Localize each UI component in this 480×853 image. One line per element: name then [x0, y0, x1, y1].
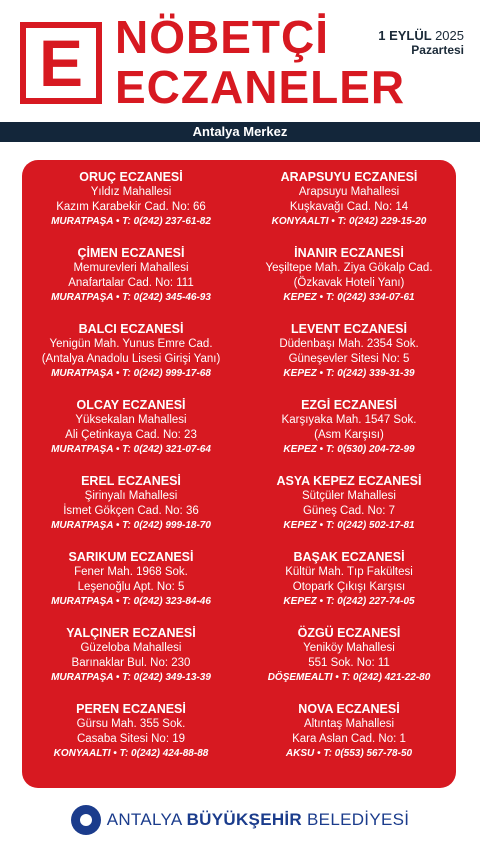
- pharmacy-contact: MURATPAŞA • T: 0(242) 999-18-70: [51, 520, 211, 531]
- pharmacy-address-line-1: Memurevleri Mahallesi: [73, 262, 189, 274]
- pharmacy-address-line-1: Fener Mah. 1968 Sok.: [74, 566, 188, 578]
- pharmacy-contact: KEPEZ • T: 0(242) 502-17-81: [283, 520, 415, 531]
- pharmacy-name: LEVENT ECZANESİ: [291, 322, 407, 336]
- pharmacy-address-line-1: Altıntaş Mahallesi: [303, 718, 395, 730]
- pharmacy-contact: KONYAALTI • T: 0(242) 229-15-20: [271, 216, 427, 227]
- pharmacy-name: ÇİMEN ECZANESİ: [77, 246, 185, 260]
- pharmacy-address-line-1: Güzeloba Mahallesi: [80, 642, 182, 654]
- pharmacy-name: NOVA ECZANESİ: [298, 702, 400, 716]
- org-part-3: BELEDİYESİ: [307, 810, 410, 829]
- pharmacy-address-line-2: Anafartalar Cad. No: 111: [68, 276, 194, 289]
- pharmacy-item: [244, 322, 454, 398]
- pharmacy-contact: MURATPAŞA • T: 0(242) 345-46-93: [51, 292, 211, 303]
- pharmacy-panel: [22, 160, 456, 788]
- pharmacy-address-line-2: Otopark Çıkışı Karşısı: [292, 580, 406, 593]
- pharmacy-item: [26, 702, 236, 778]
- pharmacy-name: BAŞAK ECZANESİ: [293, 550, 405, 564]
- pharmacy-column-right: [244, 170, 454, 778]
- pharmacy-contact: KEPEZ • T: 0(242) 339-31-39: [283, 368, 415, 379]
- pharmacy-name: İNANIR ECZANESİ: [294, 246, 404, 260]
- pharmacy-name: OLCAY ECZANESİ: [76, 398, 186, 412]
- pharmacy-address-line-2: 551 Sok. No: 11: [308, 656, 390, 669]
- pharmacy-item: [26, 550, 236, 626]
- pharmacy-address-line-2: (Asm Karşısı): [314, 428, 384, 441]
- pharmacy-item: [26, 398, 236, 474]
- pharmacy-address-line-1: Sütçüler Mahallesi: [302, 490, 396, 502]
- pharmacy-column-left: [26, 170, 236, 778]
- logo-letter: E: [38, 26, 84, 100]
- pharmacy-name: PEREN ECZANESİ: [76, 702, 186, 716]
- pharmacy-address-line-1: Yüksekalan Mahallesi: [75, 414, 187, 426]
- header: [0, 0, 480, 122]
- pharmacy-name: EREL ECZANESİ: [81, 474, 181, 488]
- date-day: 1 EYLÜL: [378, 28, 432, 43]
- pharmacy-address-line-2: (Özkavak Hoteli Yanı): [293, 276, 405, 289]
- pharmacy-contact: MURATPAŞA • T: 0(242) 237-61-82: [51, 216, 211, 227]
- pharmacy-contact: AKSU • T: 0(553) 567-78-50: [285, 748, 413, 759]
- pharmacy-address-line-1: Yeniköy Mahallesi: [303, 642, 395, 654]
- region-banner: Antalya Merkez: [0, 122, 480, 142]
- pharmacy-address-line-2: İsmet Gökçen Cad. No: 36: [63, 504, 199, 517]
- footer: [0, 800, 480, 840]
- org-part-2: BÜYÜKŞEHİR: [186, 810, 303, 829]
- pharmacy-contact: MURATPAŞA • T: 0(242) 321-07-64: [51, 444, 211, 455]
- pharmacy-contact: DÖŞEMEALTI • T: 0(242) 421-22-80: [267, 672, 431, 683]
- pharmacy-address-line-1: Şirinyalı Mahallesi: [84, 490, 178, 502]
- pharmacy-item: [244, 474, 454, 550]
- pharmacy-name: YALÇINER ECZANESİ: [66, 626, 196, 640]
- pharmacy-contact: MURATPAŞA • T: 0(242) 999-17-68: [51, 368, 211, 379]
- title-line-1: NÖBETÇİ: [115, 11, 329, 63]
- pharmacy-address-line-1: Düdenbaşı Mah. 2354 Sok.: [279, 338, 419, 350]
- pharmacy-address-line-2: Kuşkavağı Cad. No: 14: [289, 200, 409, 213]
- pharmacy-address-line-1: Arapsuyu Mahallesi: [298, 186, 400, 198]
- pharmacy-item: [244, 550, 454, 626]
- pharmacy-name: ORUÇ ECZANESİ: [79, 170, 183, 184]
- pharmacy-name: SARIKUM ECZANESİ: [68, 550, 194, 564]
- date-year: 2025: [435, 28, 464, 43]
- pharmacy-item: [26, 474, 236, 550]
- pharmacy-contact: KONYAALTI • T: 0(242) 424-88-88: [53, 748, 209, 759]
- pharmacy-contact: KEPEZ • T: 0(242) 227-74-05: [283, 596, 415, 607]
- pharmacy-address-line-2: Leşenoğlu Apt. No: 5: [77, 580, 185, 593]
- page-title: [115, 12, 405, 112]
- pharmacy-name: ASYA KEPEZ ECZANESİ: [276, 474, 422, 488]
- pharmacy-address-line-2: Barınaklar Bul. No: 230: [71, 656, 191, 669]
- pharmacy-address-line-2: Güneşevler Sitesi No: 5: [288, 352, 410, 365]
- pharmacy-contact: KEPEZ • T: 0(242) 334-07-61: [283, 292, 415, 303]
- pharmacy-item: [244, 246, 454, 322]
- pharmacy-contact: MURATPAŞA • T: 0(242) 323-84-46: [51, 596, 211, 607]
- pharmacy-address-line-2: Güneş Cad. No: 7: [302, 504, 396, 517]
- title-line-2: ECZANELER: [115, 61, 406, 113]
- pharmacy-contact: KEPEZ • T: 0(530) 204-72-99: [283, 444, 415, 455]
- pharmacy-item: [244, 170, 454, 246]
- pharmacy-item: [244, 626, 454, 702]
- pharmacy-address-line-2: (Antalya Anadolu Lisesi Girişi Yanı): [41, 352, 221, 365]
- pharmacy-address-line-2: Casaba Sitesi No: 19: [76, 732, 186, 745]
- pharmacy-contact: MURATPAŞA • T: 0(242) 349-13-39: [51, 672, 211, 683]
- pharmacy-name: ÖZGÜ ECZANESİ: [297, 626, 401, 640]
- pharmacy-item: [244, 398, 454, 474]
- pharmacy-address-line-2: Kazım Karabekir Cad. No: 66: [56, 200, 206, 213]
- pharmacy-name: EZGİ ECZANESİ: [301, 398, 397, 412]
- weekday: Pazartesi: [411, 43, 464, 57]
- pharmacy-address-line-2: Kara Aslan Cad. No: 1: [292, 732, 406, 745]
- pharmacy-address-line-1: Gürsu Mah. 355 Sok.: [76, 718, 186, 730]
- date-block: [378, 28, 464, 58]
- org-part-1: ANTALYA: [106, 810, 182, 829]
- municipality-name: [107, 810, 410, 830]
- eczane-logo-icon: [20, 22, 102, 104]
- pharmacy-name: BALCI ECZANESİ: [78, 322, 184, 336]
- pharmacy-name: ARAPSUYU ECZANESİ: [280, 170, 418, 184]
- pharmacy-address-line-2: Ali Çetinkaya Cad. No: 23: [65, 428, 197, 441]
- pharmacy-address-line-1: Yeşiltepe Mah. Ziya Gökalp Cad.: [265, 262, 433, 274]
- pharmacy-item: [244, 702, 454, 778]
- pharmacy-item: [26, 626, 236, 702]
- pharmacy-address-line-1: Karşıyaka Mah. 1547 Sok.: [281, 414, 417, 426]
- pharmacy-item: [26, 246, 236, 322]
- municipality-logo-icon: [71, 805, 101, 835]
- pharmacy-address-line-1: Yıldız Mahallesi: [90, 186, 172, 198]
- pharmacy-item: [26, 170, 236, 246]
- date-line: [378, 28, 464, 43]
- pharmacy-item: [26, 322, 236, 398]
- pharmacy-address-line-1: Kültür Mah. Tıp Fakültesi: [285, 566, 413, 578]
- pharmacy-address-line-1: Yenigün Mah. Yunus Emre Cad.: [49, 338, 213, 350]
